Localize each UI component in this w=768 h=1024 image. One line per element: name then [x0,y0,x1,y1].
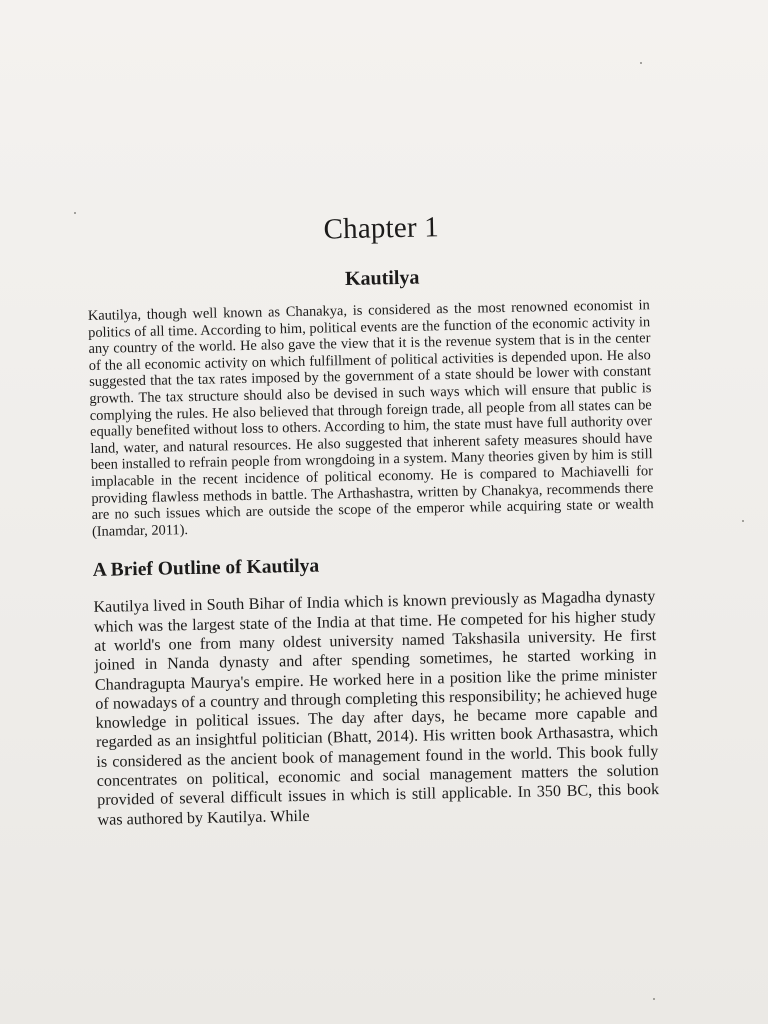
chapter-title: Chapter 1 [323,211,440,246]
page-content [86,207,660,830]
outline-paragraph: Kautilya lived in South Bihar of India which is known previously as Magadha dynasty which was the largest state of the India at that time. He competed for his higher study at world's one from many oldest university named Takshasila university. He first joined in Nanda dynasty and after spending sometimes, he started working in Chandragupta Maurya's empire. He worked here in a position like the prime minister of nowadays of a country and through completing this responsibility; he achieved huge knowledge in political issues. The day after days, he became more capable and regarded as an insightful politician (Bhatt, 2014). His written book Arthasastra, which is considered as the ancient book of management found in the world. This book fully concentrates on political, economic and social management matters the solution provided of several difficult issues in which is still applicable. In 350 BC, this book was authored by Kautilya. While [93,588,660,829]
section-title: Kautilya [344,266,420,291]
outline-heading: A Brief Outline of Kautilya [92,555,320,582]
paper-speck [742,520,744,522]
paper-speck [640,62,642,64]
paper-speck [653,998,655,1000]
intro-paragraph: Kautilya, though well known as Chanakya, is considered as the most renowned economist in politics of all time. According to him, political events are the function of the economic activity in any country of the world. He also gave the view that it is the revenue system that is in the center of the all economic activity on which fulfillment of political activities is depended upon. He also suggested that the tax rates imposed by the government of a state should be lower with constant growth. The tax structure should also be devised in such ways which will ensure that public is complying the rules. He also believed that through foreign trade, all people from all states can be equally benefited without loss to others. According to him, the state must have full authority over land, water, and natural resources. He also suggested that inherent safety measures should have been installed to refrain people from wrongdoing in a system. Many theories given by him is still implacable in the recent incidence of political economy. He is compared to Machiavelli for providing flawless methods in battle. The Arthashastra, written by Chanakya, recommends there are no such issues which are outside the scope of the emperor while acquiring state or wealth (Inamdar, 2011). [87,297,654,540]
paper-speck [74,212,76,214]
